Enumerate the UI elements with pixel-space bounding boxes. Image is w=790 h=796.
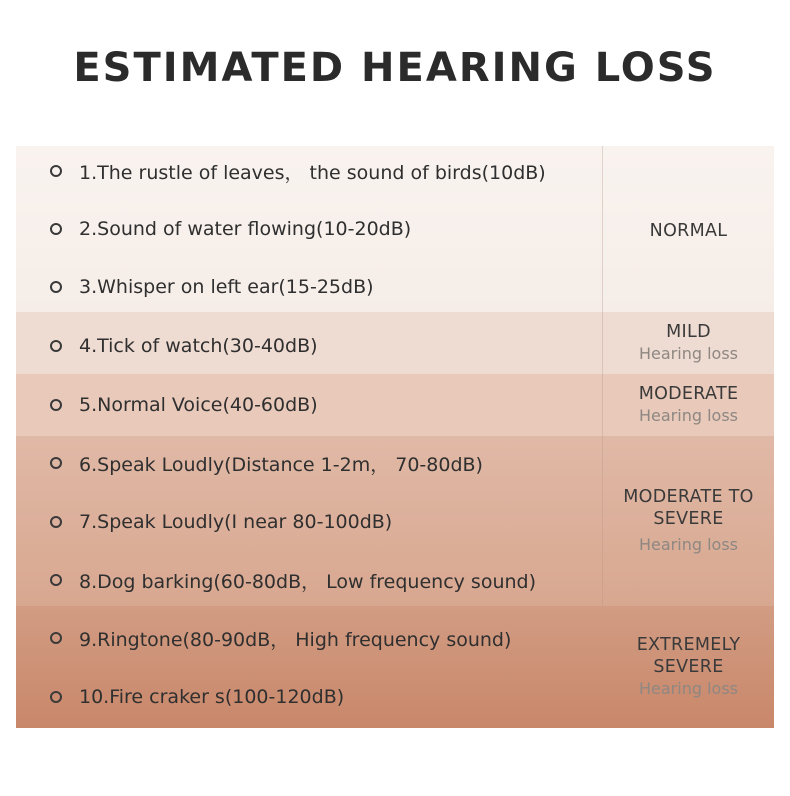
level-label: MODERATE TO [623, 487, 754, 507]
item-text: 9.Ringtone(80-90dB， High frequency sound) [79, 628, 512, 651]
circle-bullet-icon [50, 574, 62, 586]
list-item [16, 200, 602, 258]
level-sublabel: Hearing loss [639, 406, 738, 425]
level-label: EXTREMELY [636, 635, 741, 655]
level-extremely-severe [603, 606, 774, 728]
circle-bullet-icon [50, 399, 62, 411]
list-item [16, 668, 602, 726]
list-item [16, 609, 602, 667]
level-sublabel: Hearing loss [639, 344, 738, 363]
item-text: 3.Whisper on left ear(15-25dB) [79, 276, 374, 298]
circle-bullet-icon [50, 223, 62, 235]
item-text: 7.Speak Loudly(I near 80-100dB) [79, 511, 393, 533]
level-moderate [603, 374, 774, 436]
hearing-loss-table [16, 146, 774, 728]
list-item [16, 434, 602, 492]
level-mild [603, 312, 774, 374]
list-item [16, 551, 602, 609]
level-sublabel: Hearing loss [639, 535, 738, 554]
circle-bullet-icon [50, 516, 62, 528]
item-text: 10.Fire craker s(100-120dB) [79, 686, 345, 708]
item-text: 1.The rustle of leaves， the sound of birds(10dB) [79, 161, 546, 184]
item-text: 4.Tick of watch(30-40dB) [79, 335, 318, 357]
item-text: 2.Sound of water flowing(10-20dB) [79, 218, 412, 240]
item-text: 8.Dog barking(60-80dB， Low frequency sound) [79, 570, 537, 593]
list-item [16, 317, 602, 375]
circle-bullet-icon [50, 457, 62, 469]
circle-bullet-icon [50, 691, 62, 703]
circle-bullet-icon [50, 632, 62, 644]
list-item [16, 142, 602, 200]
item-text: 6.Speak Loudly(Distance 1-2m， 70-80dB) [79, 453, 483, 476]
level-label: MODERATE [638, 384, 739, 404]
level-sublabel: Hearing loss [639, 679, 738, 698]
circle-bullet-icon [50, 281, 62, 293]
item-text: 5.Normal Voice(40-60dB) [79, 394, 318, 416]
list-item [16, 376, 602, 434]
level-label-line2: SEVERE [653, 657, 724, 677]
level-label: NORMAL [649, 221, 728, 241]
page-title: ESTIMATED HEARING LOSS [73, 45, 717, 91]
circle-bullet-icon [50, 165, 62, 177]
level-normal [603, 146, 774, 316]
list-item [16, 258, 602, 316]
level-label-line2: SEVERE [653, 509, 724, 529]
level-label: MILD [666, 322, 711, 342]
level-moderate-to-severe [603, 436, 774, 606]
list-item [16, 493, 602, 551]
circle-bullet-icon [50, 340, 62, 352]
